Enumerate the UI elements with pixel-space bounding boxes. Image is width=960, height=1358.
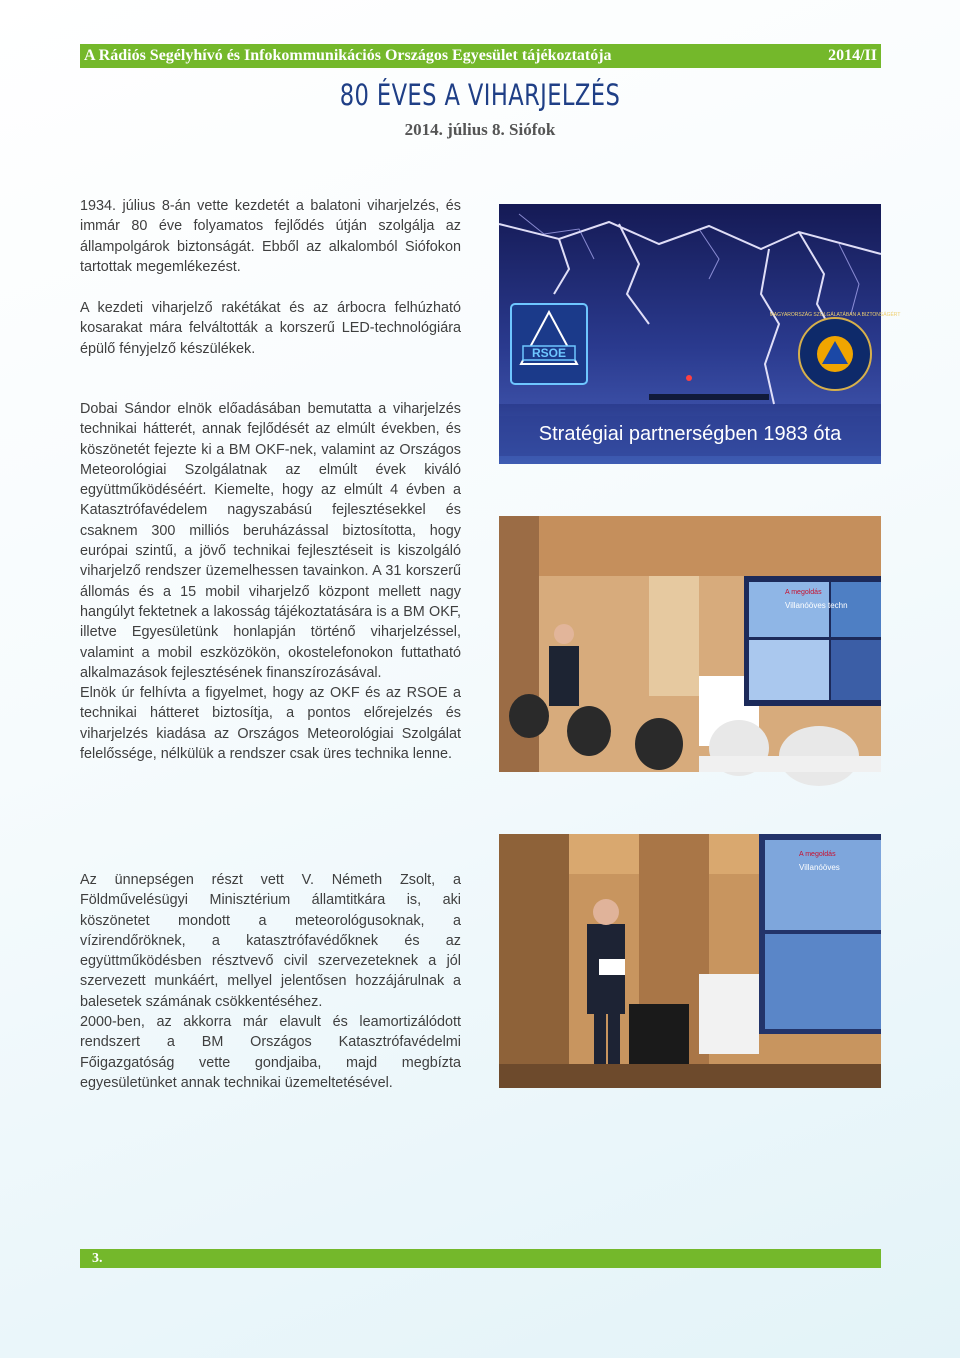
article-title: 80 ÉVES A VIHARJELZÉS bbox=[339, 78, 621, 112]
presentation-photo bbox=[499, 516, 881, 772]
article-subtitle: 2014. július 8. Siófok bbox=[404, 120, 556, 139]
projection-screens bbox=[759, 834, 881, 1034]
svg-text:RSOE: RSOE bbox=[531, 346, 567, 360]
paragraph: 2000-ben, az akkorra már elavult és leamortizálódott rendszert a BM Országos Katasztrófavédelmi Főigazgatóság vette gondjaiba, majd megbízta egyesületünket annak technikai üzemeltetésével. bbox=[80, 1014, 461, 1091]
svg-text:A megoldás: A megoldás bbox=[799, 851, 836, 858]
page-number: 3. bbox=[92, 1251, 103, 1266]
ceremony-block bbox=[80, 870, 461, 1093]
publication-name: A Rádiós Segélyhívó és Infokommunikációs Országos Egyesület tájékoztatója bbox=[84, 47, 612, 64]
paragraph: Elnök úr felhívta a figyelmet, hogy az OKF és az RSOE a technikai hátteret biztosítja, a pontos előrejelzés és viharjelzés kiadása az Országos Meteorológiai Szolgálat felelőssége, nélkülük a rendszer csak üres technika lenne. bbox=[80, 685, 461, 763]
rsoe-logo bbox=[511, 304, 587, 384]
speaker-photo bbox=[499, 834, 881, 1088]
speaker-scene bbox=[499, 834, 881, 1088]
image-caption: Stratégiai partnerségben 1983 óta bbox=[538, 423, 842, 445]
intro-block bbox=[80, 196, 461, 277]
header-bar bbox=[80, 44, 881, 68]
lightning-scene bbox=[499, 204, 901, 464]
page-footer bbox=[80, 1249, 881, 1268]
svg-text:Villanóöves: Villanóöves bbox=[799, 863, 840, 872]
issue-number: 2014/II bbox=[828, 47, 877, 64]
svg-text:A megoldás: A megoldás bbox=[785, 589, 822, 596]
lightning-image bbox=[499, 204, 901, 464]
paragraph: Az ünnepségen részt vett V. Németh Zsolt, a Földművelésügyi Minisztérium államtitkára is, aki köszönetet mondott a meteorológusoknak, a vízirendőröknek, a katasztrófavédőknek és az együttműködésben résztvevő civil szervezeteknek a jól szervezett munkáért, mellyel jelentősen hozzájárulnak a balesetek számának csökkentéséhez. bbox=[80, 872, 461, 1010]
paragraph: A kezdeti viharjelző rakétákat és az árbocra felhúzható kosarakat mára felváltották a korszerű LED-technológiára épülő fényjelző készülékek. bbox=[80, 300, 461, 357]
projection-screens bbox=[744, 576, 881, 706]
svg-text:MAGYARORSZÁG SZOLGÁLATÁBAN A B: MAGYARORSZÁG SZOLGÁLATÁBAN A BIZTONSÁGÉRT bbox=[769, 312, 901, 318]
speech-block bbox=[80, 399, 461, 764]
svg-text:Villanóöves techn: Villanóöves techn bbox=[785, 601, 848, 610]
paragraph: 1934. július 8-án vette kezdetét a balatoni viharjelzés, és immár 80 éve folyamatos fejlődés útján szolgálja az állampolgárok biztonságát. Ebből az alkalomból Siófokon tartottak megemlékezést. bbox=[80, 198, 461, 275]
presentation-scene bbox=[499, 516, 881, 772]
paragraph: Dobai Sándor elnök előadásában bemutatta a viharjelzés technikai hátterét, annak fejlődését az elmúlt években, és köszönetét fejezte ki a BM OKF-nek, valamint az Országos Meteorológiai Szolgálatnak az elmúlt évek kiváló együttműködéséért. Kiemelte, hogy az elmúlt 4 évben a Katasztrófavédelem nagyszabású fejlesztésekkel és csaknem 300 milliós beruházással biztosította, hogy európai szintű, a jövő technikai fejlesztéseit is kiszolgáló viharjelző rendszer üzemelhessen tavainkon. A 31 korszerű állomás és a 15 mobil viharjelző központ mellett nagy hangúlyt fektetnek a lakosság tájékoztatására is a BM OKF, illetve Egyesületünk honlapján történő viharjelzéssel, valamint a mobil eszközökön, okostelefonokon futtatható alkalmazások fejlesztésének finanszírozásával. bbox=[80, 401, 461, 681]
led-block bbox=[80, 298, 461, 359]
